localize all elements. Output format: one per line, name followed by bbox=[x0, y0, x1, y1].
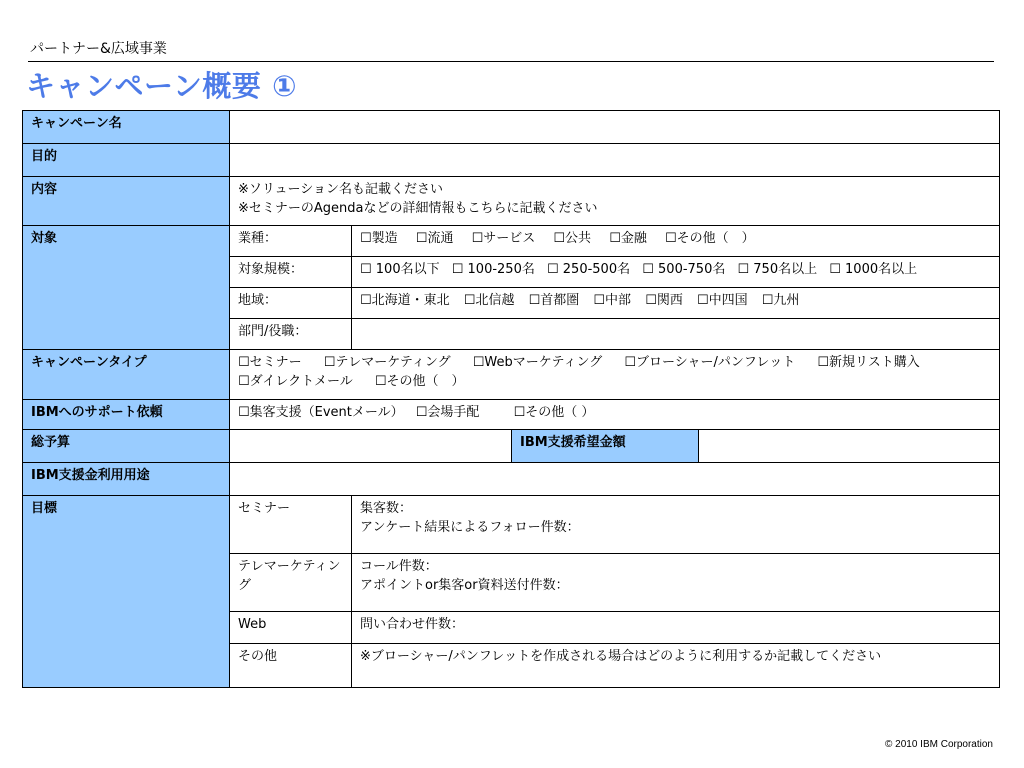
label-campaign-type: キャンペーンタイプ bbox=[23, 350, 230, 400]
goal-web-line-1: 問い合わせ件数： bbox=[360, 617, 465, 632]
checkbox-scale-1000-over[interactable]: ☐ 1000名以上 bbox=[829, 262, 918, 277]
scale-options bbox=[352, 257, 1000, 288]
content-note-2: ※セミナーのAgendaなどの詳細情報もこちらに記載ください bbox=[238, 201, 598, 216]
region-options bbox=[352, 288, 1000, 319]
input-purpose[interactable] bbox=[230, 144, 1000, 177]
goal-tele-line-1: コール件数： bbox=[360, 559, 438, 574]
input-ibm-support-amount[interactable] bbox=[699, 430, 1000, 463]
checkbox-scale-250-500[interactable]: ☐ 250-500名 bbox=[547, 262, 631, 277]
label-dept: 部門/役職： bbox=[230, 319, 352, 350]
goal-seminar-line-2: アンケート結果によるフォロー件数： bbox=[360, 520, 580, 535]
label-industry: 業種： bbox=[230, 226, 352, 257]
label-campaign-name: キャンペーン名 bbox=[23, 111, 230, 144]
input-campaign-name[interactable] bbox=[230, 111, 1000, 144]
label-goal-tele: テレマーケティング bbox=[230, 554, 352, 612]
checkbox-service[interactable]: ☐サービス bbox=[471, 231, 536, 246]
label-content: 内容 bbox=[23, 177, 230, 226]
input-fund-usage[interactable] bbox=[230, 463, 1000, 496]
checkbox-scale-750-over[interactable]: ☐ 750名以上 bbox=[737, 262, 818, 277]
checkbox-type-other[interactable]: ☐その他（ ） bbox=[374, 374, 465, 389]
checkbox-chubu[interactable]: ☐中部 bbox=[593, 293, 632, 308]
label-fund-usage: IBM支援金利用用途 bbox=[23, 463, 230, 496]
checkbox-hokkaido-tohoku[interactable]: ☐北海道・東北 bbox=[360, 293, 450, 308]
label-budget: 総予算 bbox=[23, 430, 230, 463]
checkbox-scale-500-750[interactable]: ☐ 500-750名 bbox=[642, 262, 726, 277]
label-ibm-support-amount: IBM支援希望金額 bbox=[512, 430, 699, 463]
checkbox-industry-other[interactable]: ☐その他（ ） bbox=[664, 231, 755, 246]
checkbox-manufacturing[interactable]: ☐製造 bbox=[360, 231, 398, 246]
row-goal-seminar bbox=[23, 496, 1000, 554]
page-title: キャンペーン概要 ① bbox=[26, 69, 298, 103]
input-goal-web[interactable] bbox=[352, 612, 1000, 644]
checkbox-new-list[interactable]: ☐新規リスト購入 bbox=[817, 355, 920, 370]
section-label: パートナー&広域事業 bbox=[30, 41, 167, 57]
label-purpose: 目的 bbox=[23, 144, 230, 177]
goal-other-line-1: ※ブローシャー/パンフレットを作成される場合はどのように利用するか記載してください bbox=[360, 649, 882, 664]
row-campaign-name bbox=[23, 111, 1000, 144]
label-target: 対象 bbox=[23, 226, 230, 350]
checkbox-support-other[interactable]: ☐その他（ ） bbox=[513, 405, 595, 420]
checkbox-seminar[interactable]: ☐セミナー bbox=[238, 355, 302, 370]
content-note-1: ※ソリューション名も記載ください bbox=[238, 182, 443, 197]
checkbox-chushikoku[interactable]: ☐中四国 bbox=[696, 293, 748, 308]
checkbox-telemarketing[interactable]: ☐テレマーケティング bbox=[323, 355, 451, 370]
campaign-form-table bbox=[22, 110, 1000, 688]
label-region: 地域： bbox=[230, 288, 352, 319]
input-goal-seminar[interactable] bbox=[352, 496, 1000, 554]
label-goal-other: その他 bbox=[230, 644, 352, 688]
label-goal-seminar: セミナー bbox=[230, 496, 352, 554]
input-content[interactable] bbox=[230, 177, 1000, 226]
label-ibm-support: IBMへのサポート依頼 bbox=[23, 400, 230, 430]
industry-options bbox=[352, 226, 1000, 257]
checkbox-finance[interactable]: ☐金融 bbox=[609, 231, 647, 246]
checkbox-scale-100-under[interactable]: ☐ 100名以下 bbox=[360, 262, 440, 277]
checkbox-venue[interactable]: ☐会場手配 bbox=[415, 405, 480, 420]
row-fund-usage bbox=[23, 463, 1000, 496]
campaign-type-options bbox=[230, 350, 1000, 400]
ibm-support-options bbox=[230, 400, 1000, 430]
checkbox-distribution[interactable]: ☐流通 bbox=[415, 231, 454, 246]
row-campaign-type bbox=[23, 350, 1000, 400]
checkbox-shutoken[interactable]: ☐首都圏 bbox=[528, 293, 580, 308]
header-divider bbox=[28, 61, 994, 62]
goal-seminar-line-1: 集客数： bbox=[360, 501, 413, 516]
label-scale: 対象規模： bbox=[230, 257, 352, 288]
checkbox-scale-100-250[interactable]: ☐ 100-250名 bbox=[451, 262, 535, 277]
input-goal-tele[interactable] bbox=[352, 554, 1000, 612]
checkbox-public[interactable]: ☐公共 bbox=[553, 231, 592, 246]
row-purpose bbox=[23, 144, 1000, 177]
checkbox-event-mail[interactable]: ☐集客支援（Eventメール） bbox=[238, 405, 404, 420]
checkbox-web-marketing[interactable]: ☐Webマーケティング bbox=[472, 355, 603, 370]
row-ibm-support bbox=[23, 400, 1000, 430]
copyright: © 2010 IBM Corporation bbox=[885, 739, 993, 750]
checkbox-direct-mail[interactable]: ☐ダイレクトメール bbox=[238, 374, 353, 389]
input-budget[interactable] bbox=[230, 430, 512, 463]
row-target-industry bbox=[23, 226, 1000, 257]
checkbox-brochure[interactable]: ☐ブローシャー/パンフレット bbox=[624, 355, 796, 370]
row-content bbox=[23, 177, 1000, 226]
input-dept[interactable] bbox=[352, 319, 1000, 350]
input-goal-other[interactable] bbox=[352, 644, 1000, 688]
label-goal: 目標 bbox=[23, 496, 230, 688]
row-budget bbox=[23, 430, 1000, 463]
checkbox-kyushu[interactable]: ☐九州 bbox=[761, 293, 800, 308]
label-goal-web: Web bbox=[230, 612, 352, 644]
checkbox-hokushinetsu[interactable]: ☐北信越 bbox=[463, 293, 515, 308]
checkbox-kansai[interactable]: ☐関西 bbox=[645, 293, 683, 308]
goal-tele-line-2: アポイントor集客or資料送付件数： bbox=[360, 578, 569, 593]
